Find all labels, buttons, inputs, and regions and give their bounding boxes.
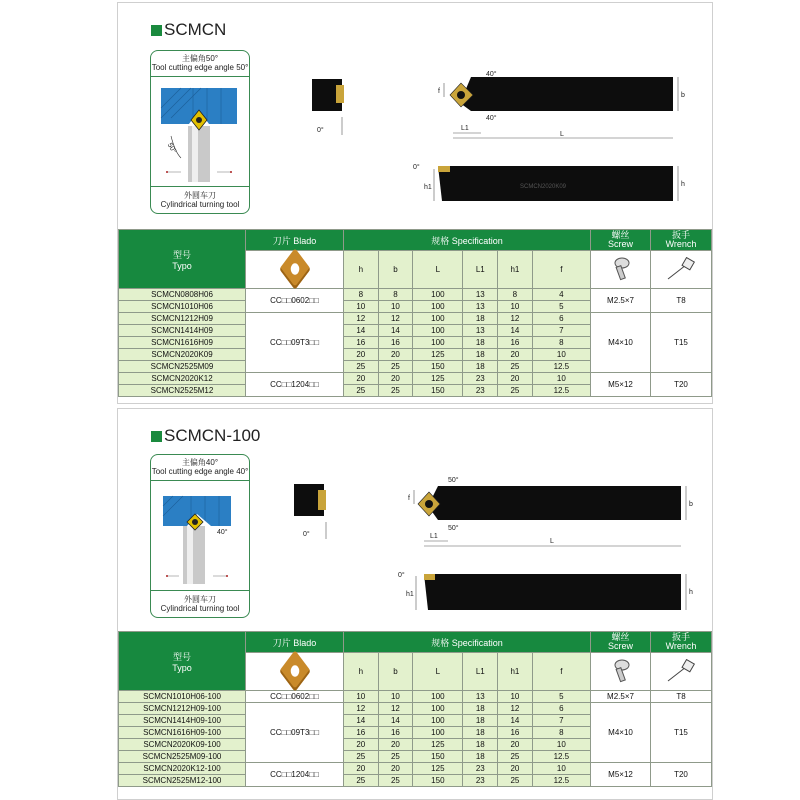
svg-text:0°: 0°	[303, 531, 310, 538]
table-row: SCMCN1616H09 16 16 100 18 16 8	[119, 337, 712, 349]
tool-holder-drawing	[298, 53, 708, 213]
spec-table	[118, 631, 712, 787]
col-L: L	[413, 653, 463, 691]
svg-text:h1: h1	[406, 591, 414, 598]
table-row: SCMCN2020K12 CC□□1204□□ 20 20 125 23 20 10 M5×12 T20	[119, 373, 712, 385]
wrench-header: 扳手 Wrench	[651, 230, 712, 251]
section-title-text: SCMCN	[164, 20, 227, 39]
wrench-size: T8	[651, 289, 712, 313]
table-row: SCMCN2020K09-100 20 20 125 18 20 10	[119, 739, 712, 751]
type-header: 型号 Typo	[119, 230, 246, 289]
green-square-icon	[151, 431, 162, 442]
table-row: SCMCN1414H09 14 14 100 13 14 7	[119, 325, 712, 337]
svg-text:b: b	[681, 92, 685, 99]
turning-illustration	[151, 78, 249, 186]
svg-text:0°: 0°	[398, 572, 405, 579]
table-row: SCMCN1212H09 CC□□09T3□□ 12 12 100 18 12 6 M4×10 T15	[119, 313, 712, 325]
wrench-size: T15	[651, 703, 712, 763]
section-scmcn-100	[117, 408, 713, 800]
blade-code: CC□□09T3□□	[246, 703, 344, 763]
col-b: b	[378, 251, 413, 289]
section-scmcn	[117, 2, 713, 404]
screw-size: M2.5×7	[591, 691, 651, 703]
svg-text:b: b	[689, 501, 693, 508]
svg-text:L1: L1	[430, 533, 438, 540]
insert-icon	[279, 650, 311, 692]
angle-en: Tool cutting edge angle 40°	[151, 467, 249, 476]
table-row: SCMCN2020K09 20 20 125 18 20 10	[119, 349, 712, 361]
svg-text:L: L	[560, 131, 564, 138]
blade-code: CC□□0602□□	[246, 289, 344, 313]
svg-text:f: f	[408, 495, 410, 502]
tool-caption	[151, 590, 249, 617]
svg-text:h1: h1	[424, 184, 432, 191]
wrench-icon	[651, 653, 712, 691]
angle-caption	[151, 455, 249, 481]
tool-cn: 外圆车刀	[184, 191, 216, 200]
col-h1: h1	[498, 251, 533, 289]
blade-code: CC□□1204□□	[246, 763, 344, 787]
table-row: SCMCN2525M12 25 25 150 23 25 12.5	[119, 385, 712, 397]
insert-image	[246, 251, 344, 289]
table-row: SCMCN1616H09-100 16 16 100 18 16 8	[119, 727, 712, 739]
screw-size: M4×10	[591, 703, 651, 763]
svg-text:40°: 40°	[217, 529, 228, 536]
spec-header: 规格 Specification	[344, 230, 591, 251]
svg-text:0°: 0°	[413, 164, 420, 171]
svg-text:50°: 50°	[448, 525, 459, 532]
angle-card	[150, 50, 250, 214]
col-h: h	[344, 653, 379, 691]
wrench-size: T8	[651, 691, 712, 703]
svg-text:SCMCN2020K09: SCMCN2020K09	[520, 184, 567, 190]
tool-holder-drawing	[288, 464, 708, 614]
svg-text:40°: 40°	[486, 71, 497, 78]
angle-cn: 主偏角40°	[181, 458, 219, 467]
section-title	[151, 20, 226, 40]
col-L: L	[413, 251, 463, 289]
screw-icon	[591, 653, 651, 691]
col-f: f	[532, 251, 590, 289]
svg-text:L1: L1	[461, 125, 469, 132]
table-row: SCMCN1010H06 10 10 100 13 10 5	[119, 301, 712, 313]
wrench-size: T20	[651, 373, 712, 397]
table-row: SCMCN1010H06-100 CC□□0602□□ 10 10 100 13 10 5 M2.5×7 T8	[119, 691, 712, 703]
table-row: SCMCN1212H09-100 CC□□09T3□□ 12 12 100 18 12 6 M4×10 T15	[119, 703, 712, 715]
screw-size: M2.5×7	[591, 289, 651, 313]
wrench-size: T20	[651, 763, 712, 787]
blade-code: CC□□1204□□	[246, 373, 344, 397]
blade-code: CC□□0602□□	[246, 691, 344, 703]
tool-caption	[151, 186, 249, 213]
svg-text:50°: 50°	[448, 477, 459, 484]
svg-text:0°: 0°	[317, 127, 324, 134]
section-title-text: SCMCN-100	[164, 426, 261, 445]
table-row: SCMCN2525M09 25 25 150 18 25 12.5	[119, 361, 712, 373]
svg-text:h: h	[681, 181, 685, 188]
turning-illustration	[151, 482, 249, 590]
table-row: SCMCN1414H09-100 14 14 100 18 14 7	[119, 715, 712, 727]
screw-size: M5×12	[591, 373, 651, 397]
green-square-icon	[151, 25, 162, 36]
angle-en: Tool cutting edge angle 50°	[151, 63, 249, 72]
blade-header: 刀片 Blado	[246, 230, 344, 251]
spec-table	[118, 229, 712, 397]
col-b: b	[378, 653, 413, 691]
col-f: f	[532, 653, 590, 691]
wrench-size: T15	[651, 313, 712, 373]
svg-text:f: f	[438, 88, 440, 95]
wrench-icon	[651, 251, 712, 289]
screw-icon	[591, 251, 651, 289]
col-h: h	[344, 251, 379, 289]
tool-en: Cylindrical turning tool	[160, 604, 240, 613]
table-row: SCMCN0808H06 CC□□0602□□ 8 8 100 13 8 4 M2.5×7 T8	[119, 289, 712, 301]
svg-text:50°: 50°	[165, 142, 178, 155]
spec-header: 规格 Specification	[344, 632, 591, 653]
angle-card	[150, 454, 250, 618]
insert-image	[246, 653, 344, 691]
angle-caption	[151, 51, 249, 77]
blade-code: CC□□09T3□□	[246, 313, 344, 373]
svg-text:h: h	[689, 589, 693, 596]
screw-size: M5×12	[591, 763, 651, 787]
svg-text:L: L	[550, 538, 554, 545]
col-h1: h1	[498, 653, 533, 691]
table-row: SCMCN2525M12-100 25 25 150 23 25 12.5	[119, 775, 712, 787]
blade-header: 刀片 Blado	[246, 632, 344, 653]
table-row: SCMCN2525M09-100 25 25 150 18 25 12.5	[119, 751, 712, 763]
table-row: SCMCN2020K12-100 CC□□1204□□ 20 20 125 23 20 10 M5×12 T20	[119, 763, 712, 775]
tool-cn: 外圆车刀	[184, 595, 216, 604]
insert-icon	[279, 248, 311, 290]
col-L1: L1	[463, 251, 498, 289]
screw-header: 螺丝 Screw	[591, 632, 651, 653]
type-header: 型号 Typo	[119, 632, 246, 691]
screw-size: M4×10	[591, 313, 651, 373]
screw-header: 螺丝 Screw	[591, 230, 651, 251]
angle-cn: 主偏角50°	[181, 54, 219, 63]
col-L1: L1	[463, 653, 498, 691]
section-title	[151, 426, 260, 446]
svg-text:40°: 40°	[486, 115, 497, 122]
tool-en: Cylindrical turning tool	[160, 200, 240, 209]
wrench-header: 扳手 Wrench	[651, 632, 712, 653]
